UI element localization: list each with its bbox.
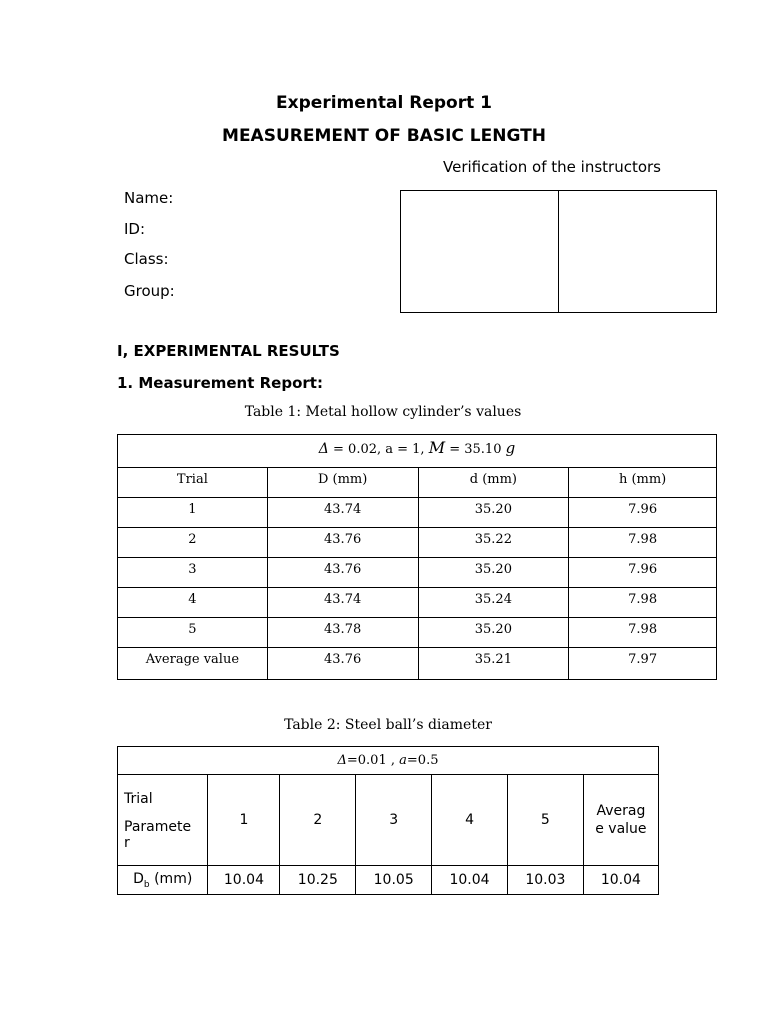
table2-cell: 10.04 xyxy=(208,866,280,895)
table1-cell: 4 xyxy=(118,588,268,618)
delta-value: =0.01 , xyxy=(346,753,400,768)
verification-box-divider xyxy=(558,191,559,312)
id-label: ID: xyxy=(124,220,146,238)
table1-cell: 43.76 xyxy=(267,648,418,680)
table-row xyxy=(118,498,717,528)
delta-value: = 0.02, a = 1, xyxy=(328,442,429,457)
table1-cell: 1 xyxy=(118,498,268,528)
table1-header-cell: D (mm) xyxy=(267,468,418,498)
average-label-line1: Averag xyxy=(596,803,646,819)
corner-parameter-wrap: r xyxy=(124,835,130,851)
table1-cell: 35.24 xyxy=(418,588,569,618)
table1-cell: 43.76 xyxy=(267,558,418,588)
table1-params xyxy=(118,435,717,468)
a-symbol: a xyxy=(399,753,407,768)
table1-cell: 43.78 xyxy=(267,618,418,648)
table2-trial-header: 4 xyxy=(432,775,508,866)
table2-cell: 10.04 xyxy=(432,866,508,895)
table1-cell: 43.76 xyxy=(267,528,418,558)
table2 xyxy=(117,746,659,895)
table1-cell: 35.20 xyxy=(418,498,569,528)
mass-symbol: M xyxy=(428,438,446,457)
a-value: =0.5 xyxy=(406,753,439,768)
table-row xyxy=(118,588,717,618)
table1-cell: 7.98 xyxy=(569,528,717,558)
table2-trial-header: 1 xyxy=(208,775,280,866)
table1-header-cell: d (mm) xyxy=(418,468,569,498)
table1-cell: 3 xyxy=(118,558,268,588)
verification-box xyxy=(400,190,717,313)
table1-cell: 35.21 xyxy=(418,648,569,680)
table2-trial-header: 2 xyxy=(280,775,356,866)
row-label-subscript: b xyxy=(143,879,150,890)
report-title: Experimental Report 1 xyxy=(276,93,492,113)
table2-cell: 10.03 xyxy=(507,866,583,895)
table2-cell: 10.05 xyxy=(356,866,432,895)
name-label: Name: xyxy=(124,189,174,207)
table1-cell: 5 xyxy=(118,618,268,648)
table1-cell: 7.96 xyxy=(569,498,717,528)
table2-cell: 10.04 xyxy=(583,866,658,895)
table1-header-cell: Trial xyxy=(118,468,268,498)
average-label-line2: e value xyxy=(595,821,647,837)
table1-cell: 7.96 xyxy=(569,558,717,588)
report-subtitle: MEASUREMENT OF BASIC LENGTH xyxy=(222,126,546,146)
table-row xyxy=(118,618,717,648)
corner-parameter: Paramete xyxy=(124,819,192,835)
table2-params xyxy=(118,747,659,775)
mass-unit: g xyxy=(505,439,516,457)
table2-trial-header: 3 xyxy=(356,775,432,866)
table2-param-row xyxy=(118,747,659,775)
table2-cell: 10.25 xyxy=(280,866,356,895)
table1-cell: 43.74 xyxy=(267,498,418,528)
table2-row-label xyxy=(118,866,208,895)
table1-cell: 35.20 xyxy=(418,558,569,588)
table1-cell: 7.97 xyxy=(569,648,717,680)
table1-header-cell: h (mm) xyxy=(569,468,717,498)
table-row xyxy=(118,528,717,558)
table1-cell: 2 xyxy=(118,528,268,558)
table2-average-header xyxy=(583,775,658,866)
table2-caption: Table 2: Steel ball’s diameter xyxy=(284,717,492,733)
table1-caption: Table 1: Metal hollow cylinder’s values xyxy=(244,404,522,420)
row-label-unit: (mm) xyxy=(149,870,193,887)
section-subheading: 1. Measurement Report: xyxy=(117,374,323,392)
table1 xyxy=(117,434,717,680)
table1-cell: Average value xyxy=(118,648,268,680)
table2-header-row xyxy=(118,775,659,866)
table1-param-row xyxy=(118,435,717,468)
table-row xyxy=(118,648,717,680)
table1-cell: 7.98 xyxy=(569,588,717,618)
table1-header-row xyxy=(118,468,717,498)
table1-cell: 7.98 xyxy=(569,618,717,648)
table1-cell: 35.22 xyxy=(418,528,569,558)
verification-label: Verification of the instructors xyxy=(443,158,661,176)
corner-trial: Trial xyxy=(124,791,153,807)
table-row xyxy=(118,558,717,588)
table2-corner-cell xyxy=(118,775,208,866)
delta-symbol: Δ xyxy=(318,441,329,457)
delta-symbol: Δ xyxy=(337,753,347,768)
table1-cell: 43.74 xyxy=(267,588,418,618)
mass-value: = 35.10 xyxy=(445,442,506,457)
row-label-main: D xyxy=(133,870,144,887)
table2-trial-header: 5 xyxy=(507,775,583,866)
section-heading: I, EXPERIMENTAL RESULTS xyxy=(117,342,340,360)
table1-cell: 35.20 xyxy=(418,618,569,648)
class-label: Class: xyxy=(124,250,169,268)
group-label: Group: xyxy=(124,282,175,300)
table-row xyxy=(118,866,659,895)
